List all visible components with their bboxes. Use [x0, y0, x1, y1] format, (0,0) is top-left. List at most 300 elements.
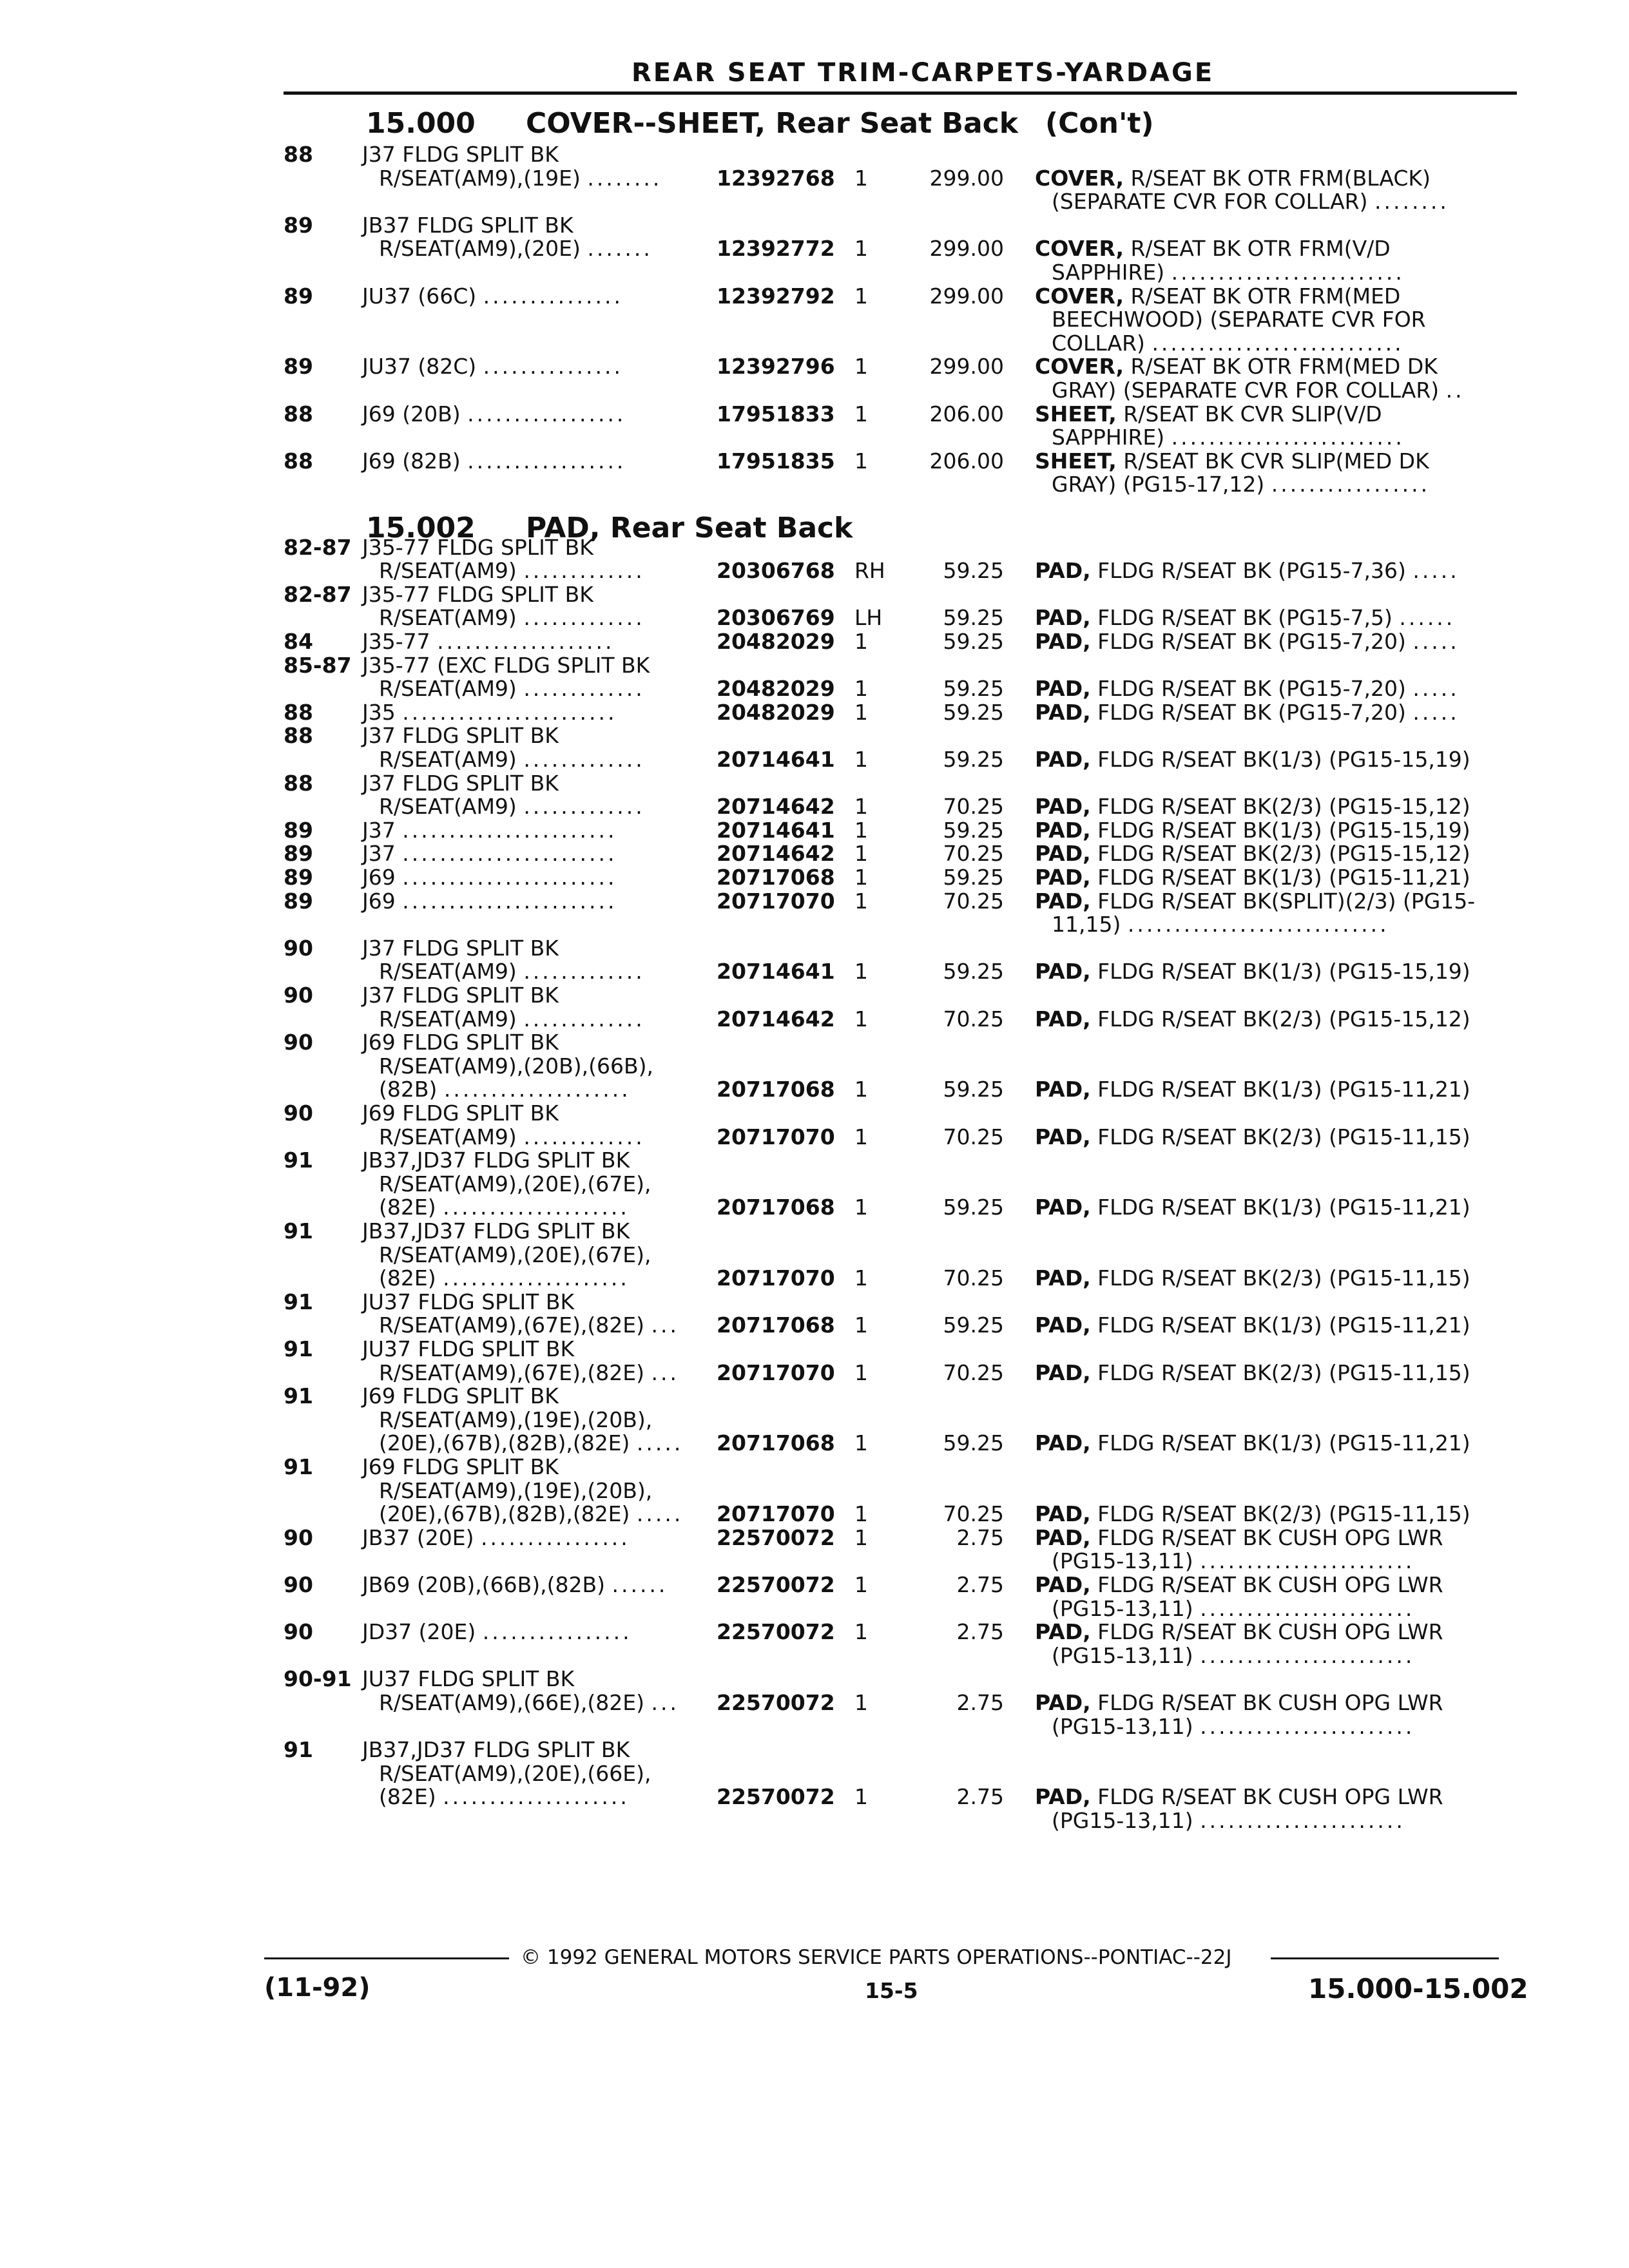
spacer	[1145, 331, 1152, 356]
description-text: FLDG R/SEAT BK(2/3) (PG15-11,15)	[1090, 1265, 1470, 1291]
part-number: 22570072	[717, 1690, 835, 1715]
model-text: JB37,JD37 FLDG SPLIT BK	[362, 1148, 630, 1173]
model-code	[362, 1220, 630, 1243]
description	[1035, 606, 1455, 629]
model-text: J37 FLDG SPLIT BK	[362, 983, 559, 1008]
leader-dots: .........................	[1171, 260, 1405, 285]
description-text: FLDG R/SEAT BK(2/3) (PG15-11,15)	[1090, 1501, 1470, 1526]
price: 70.25	[943, 1265, 1004, 1291]
part-number: 20482029	[717, 676, 835, 701]
description-continuation: 11,15)	[1052, 912, 1121, 937]
description-continuation: (PG15-13,11)	[1052, 1808, 1193, 1833]
description-noun: SHEET,	[1035, 448, 1117, 474]
leader-dots: .............	[523, 747, 645, 772]
section-number: 15.000	[366, 107, 476, 140]
model-text: J35-77 FLDG SPLIT BK	[362, 535, 593, 560]
quantity: 1	[854, 1265, 868, 1291]
model-code	[362, 772, 559, 795]
spacer	[1367, 189, 1374, 214]
model-code	[362, 450, 626, 473]
description-text: FLDG R/SEAT BK(2/3) (PG15-15,12)	[1090, 841, 1470, 866]
description	[1035, 285, 1400, 308]
description-noun: COVER,	[1035, 166, 1124, 191]
leader-dots: ...................	[437, 629, 615, 654]
model-year: 84	[284, 629, 313, 654]
description	[1035, 403, 1382, 426]
model-code	[379, 1762, 651, 1785]
model-text: J69 FLDG SPLIT BK	[362, 1100, 559, 1126]
model-code	[362, 536, 593, 559]
price: 70.25	[943, 1006, 1004, 1032]
quantity: 1	[854, 794, 868, 819]
part-number: 20306769	[717, 605, 835, 630]
description	[1035, 1361, 1470, 1385]
description-text: FLDG R/SEAT BK CUSH OPG LWR	[1090, 1690, 1443, 1715]
description	[1052, 1715, 1414, 1738]
description-noun: PAD,	[1035, 865, 1091, 890]
section-number: 15.002	[366, 512, 476, 544]
model-text: J37 FLDG SPLIT BK	[362, 723, 559, 748]
model-text: (20E),(67B),(82B),(82E)	[379, 1501, 630, 1526]
part-number: 20482029	[717, 629, 835, 654]
model-text: J35	[362, 700, 396, 725]
description-text: FLDG R/SEAT BK(1/3) (PG15-15,19)	[1090, 959, 1470, 984]
spacer	[1193, 1808, 1200, 1833]
model-year: 89	[284, 213, 313, 238]
price: 206.00	[929, 401, 1004, 427]
leader-dots: .............	[523, 605, 645, 630]
model-text: R/SEAT(AM9),(20E),(67E),	[379, 1242, 651, 1267]
part-number: 20717070	[717, 889, 835, 914]
quantity: 1	[854, 354, 868, 379]
description-text: FLDG R/SEAT BK CUSH OPG LWR	[1090, 1784, 1443, 1809]
price: 2.75	[956, 1619, 1004, 1644]
spacer	[581, 166, 588, 191]
description-noun: PAD,	[1035, 1124, 1091, 1149]
spacer	[517, 794, 524, 819]
description-text: FLDG R/SEAT BK(SPLIT)(2/3) (PG15-	[1090, 889, 1476, 914]
quantity: 1	[854, 1784, 868, 1809]
spacer	[396, 889, 403, 914]
leader-dots: ......................	[1200, 1808, 1405, 1833]
description-text: R/SEAT BK CVR SLIP(V/D	[1116, 401, 1382, 427]
description	[1035, 1573, 1443, 1597]
model-text: (82E)	[379, 1195, 436, 1220]
model-text: R/SEAT(AM9),(67E),(82E)	[379, 1360, 644, 1385]
description-noun: PAD,	[1035, 629, 1091, 654]
description-noun: PAD,	[1035, 1572, 1091, 1597]
quantity: 1	[854, 865, 868, 890]
model-text: JB69 (20B),(66B),(82B)	[362, 1572, 605, 1597]
quantity: 1	[854, 236, 868, 261]
description-noun: COVER,	[1035, 354, 1124, 379]
model-code	[379, 960, 645, 983]
model-text: R/SEAT(AM9)	[379, 794, 517, 819]
leader-dots: ................	[480, 1525, 630, 1550]
model-text: JB37 (20E)	[362, 1525, 474, 1550]
part-number: 20714642	[717, 841, 835, 866]
model-code	[362, 654, 650, 677]
spacer	[1193, 1714, 1200, 1739]
model-code	[362, 355, 623, 378]
spacer	[437, 1077, 444, 1102]
price: 59.25	[943, 1077, 1004, 1102]
description-continuation: GRAY) (PG15-17,12)	[1052, 472, 1265, 497]
model-year: 88	[284, 142, 313, 167]
description-text: FLDG R/SEAT BK(2/3) (PG15-11,15)	[1090, 1360, 1470, 1385]
model-text: (82E)	[379, 1265, 436, 1291]
description	[1035, 1432, 1470, 1455]
description	[1035, 355, 1438, 378]
description-noun: PAD,	[1035, 1784, 1091, 1809]
leader-dots: .....	[636, 1501, 684, 1526]
quantity: 1	[854, 1312, 868, 1338]
leader-dots: ........	[1374, 189, 1449, 214]
model-text: R/SEAT(AM9)	[379, 605, 517, 630]
description-noun: PAD,	[1035, 1430, 1091, 1456]
leader-dots: ...	[651, 1360, 679, 1385]
model-code	[379, 1008, 645, 1031]
part-number: 12392796	[717, 354, 835, 379]
description-noun: PAD,	[1035, 700, 1091, 725]
model-code	[379, 1408, 652, 1432]
leader-dots: ..	[1445, 378, 1465, 403]
spacer	[517, 1124, 524, 1149]
leader-dots: .......................	[1200, 1643, 1415, 1668]
model-text: R/SEAT(AM9)	[379, 676, 517, 701]
leader-dots: .............	[523, 676, 645, 701]
model-code	[379, 167, 662, 190]
quantity: RH	[854, 558, 885, 583]
description-text: FLDG R/SEAT BK(1/3) (PG15-15,19)	[1090, 818, 1470, 843]
model-code	[379, 606, 645, 629]
description	[1052, 379, 1465, 402]
spacer	[1393, 605, 1400, 630]
model-year: 90	[284, 1525, 313, 1550]
price: 70.25	[943, 794, 1004, 819]
description-noun: SHEET,	[1035, 401, 1117, 427]
description-noun: PAD,	[1035, 1619, 1091, 1644]
model-code	[362, 1620, 632, 1644]
spacer	[461, 401, 468, 427]
spacer	[1193, 1643, 1200, 1668]
model-text: R/SEAT(AM9)	[379, 1124, 517, 1149]
spacer	[517, 558, 524, 583]
model-text: J69 FLDG SPLIT BK	[362, 1383, 559, 1408]
leader-dots: .....	[1412, 700, 1460, 725]
leader-dots: ...	[651, 1690, 679, 1715]
part-number: 20714641	[717, 747, 835, 772]
leader-dots: ...........................	[1152, 331, 1404, 356]
model-text: JU37 FLDG SPLIT BK	[362, 1336, 575, 1361]
spacer	[1164, 425, 1171, 450]
model-code	[362, 583, 593, 606]
description-continuation: GRAY) (SEPARATE CVR FOR COLLAR)	[1052, 378, 1440, 403]
description-noun: PAD,	[1035, 558, 1091, 583]
model-year: 90-91	[284, 1666, 352, 1691]
description-text: FLDG R/SEAT BK(1/3) (PG15-11,21)	[1090, 1195, 1470, 1220]
model-code	[362, 1526, 630, 1550]
model-text: JU37 (66C)	[362, 284, 477, 309]
description	[1052, 1809, 1405, 1832]
price: 299.00	[929, 284, 1004, 309]
description-continuation: (SEPARATE CVR FOR COLLAR)	[1052, 189, 1368, 214]
description-text: FLDG R/SEAT BK(1/3) (PG15-11,21)	[1090, 1312, 1470, 1338]
spacer	[517, 747, 524, 772]
section-suffix: (Con't)	[1045, 107, 1154, 140]
model-code	[362, 403, 626, 426]
spacer	[476, 1619, 483, 1644]
model-year: 91	[284, 1383, 313, 1408]
description-text: FLDG R/SEAT BK CUSH OPG LWR	[1090, 1619, 1443, 1644]
leader-dots: .............	[523, 1124, 645, 1149]
model-code	[379, 748, 645, 771]
description-text: R/SEAT BK OTR FRM(MED DK	[1124, 354, 1438, 379]
description	[1035, 1620, 1443, 1644]
spacer	[396, 700, 403, 725]
model-year: 88	[284, 771, 313, 796]
description	[1035, 1526, 1443, 1550]
description-continuation: COLLAR)	[1052, 331, 1145, 356]
leader-dots: .....	[1412, 676, 1460, 701]
model-text: R/SEAT(AM9),(20E),(67E),	[379, 1171, 651, 1196]
spacer	[1439, 378, 1446, 403]
spacer	[396, 841, 403, 866]
description-continuation: (PG15-13,11)	[1052, 1643, 1193, 1668]
model-code	[379, 1432, 683, 1455]
leader-dots: .......................	[402, 818, 617, 843]
model-text: JD37 (20E)	[362, 1619, 476, 1644]
leader-dots: ...............	[483, 284, 624, 309]
description-text: R/SEAT BK OTR FRM(BLACK)	[1124, 166, 1431, 191]
spacer	[517, 959, 524, 984]
model-text: J35-77 FLDG SPLIT BK	[362, 582, 593, 607]
description	[1052, 1644, 1414, 1667]
section-name: COVER--SHEET, Rear Seat Back	[526, 107, 1019, 140]
description-text: FLDG R/SEAT BK(1/3) (PG15-15,19)	[1090, 747, 1470, 772]
leader-dots: ............................	[1127, 912, 1389, 937]
leader-dots: .......................	[1200, 1714, 1415, 1739]
model-year: 90	[284, 1100, 313, 1126]
description	[1035, 795, 1470, 818]
model-text: R/SEAT(AM9),(20E),(66E),	[379, 1761, 651, 1786]
price: 59.25	[943, 558, 1004, 583]
model-code	[362, 890, 617, 913]
spacer	[436, 1265, 443, 1291]
part-number: 20717068	[717, 1077, 835, 1102]
part-number: 20714642	[717, 794, 835, 819]
part-number: 20717070	[717, 1360, 835, 1385]
model-code	[362, 819, 617, 842]
description-noun: COVER,	[1035, 236, 1124, 261]
description-text: FLDG R/SEAT BK (PG15-7,5)	[1090, 605, 1393, 630]
quantity: 1	[854, 747, 868, 772]
description-noun: PAD,	[1035, 676, 1091, 701]
quantity: 1	[854, 1195, 868, 1220]
model-year: 90	[284, 1619, 313, 1644]
spacer	[644, 1312, 651, 1338]
quantity: 1	[854, 841, 868, 866]
description	[1052, 473, 1430, 496]
description	[1035, 866, 1470, 889]
quantity: 1	[854, 818, 868, 843]
quantity: 1	[854, 1619, 868, 1644]
leader-dots: .............	[523, 794, 645, 819]
price: 2.75	[956, 1525, 1004, 1550]
spacer	[630, 1430, 637, 1456]
leader-dots: .......................	[1200, 1548, 1415, 1573]
model-code	[362, 1031, 559, 1054]
price: 70.25	[943, 1501, 1004, 1526]
spacer	[1406, 629, 1413, 654]
quantity: 1	[854, 676, 868, 701]
description-text: FLDG R/SEAT BK (PG15-7,20)	[1090, 700, 1406, 725]
model-year: 91	[284, 1218, 313, 1244]
model-code	[379, 795, 645, 818]
spacer	[474, 1525, 481, 1550]
quantity: 1	[854, 959, 868, 984]
leader-dots: ....................	[443, 1077, 631, 1102]
model-code	[379, 1173, 651, 1196]
part-number: 20714641	[717, 818, 835, 843]
description-noun: PAD,	[1035, 1360, 1091, 1385]
leader-dots: .......................	[402, 841, 617, 866]
leader-dots: .............	[523, 558, 645, 583]
model-text: R/SEAT(AM9),(20B),(66B),	[379, 1053, 654, 1079]
description	[1052, 913, 1389, 936]
description	[1035, 559, 1460, 582]
price: 59.25	[943, 629, 1004, 654]
description	[1035, 630, 1460, 653]
model-code	[379, 1126, 645, 1149]
spacer	[396, 865, 403, 890]
leader-dots: .................	[1271, 472, 1431, 497]
description-noun: PAD,	[1035, 1006, 1091, 1032]
description-continuation: (PG15-13,11)	[1052, 1596, 1193, 1621]
price: 59.25	[943, 959, 1004, 984]
title-rule	[284, 91, 1517, 95]
quantity: 1	[854, 1124, 868, 1149]
model-text: JU37 (82C)	[362, 354, 477, 379]
footer-page-number: 15-5	[865, 1978, 918, 2003]
description	[1035, 819, 1470, 842]
leader-dots: .....	[1412, 629, 1460, 654]
section-heading	[366, 107, 1154, 146]
model-year: 90	[284, 1030, 313, 1055]
leader-dots: .......................	[402, 700, 617, 725]
model-text: R/SEAT(AM9),(20E)	[379, 236, 581, 261]
part-number: 22570072	[717, 1525, 835, 1550]
description	[1035, 842, 1470, 865]
spacer	[605, 1572, 612, 1597]
description	[1035, 701, 1460, 724]
spacer	[1406, 558, 1413, 583]
leader-dots: .......................	[402, 865, 617, 890]
spacer	[1193, 1548, 1200, 1573]
quantity: 1	[854, 1077, 868, 1102]
description	[1035, 1314, 1470, 1337]
leader-dots: ....................	[443, 1784, 630, 1809]
part-number: 22570072	[717, 1572, 835, 1597]
description	[1035, 1785, 1443, 1809]
part-number: 20714642	[717, 1006, 835, 1032]
footer-rule-right	[1271, 1957, 1499, 1959]
model-text: R/SEAT(AM9),(66E),(82E)	[379, 1690, 644, 1715]
model-code	[362, 1667, 574, 1691]
quantity: 1	[854, 629, 868, 654]
model-code	[379, 559, 645, 582]
leader-dots: ...	[651, 1312, 679, 1338]
description-text: R/SEAT BK OTR FRM(MED	[1124, 284, 1401, 309]
model-code	[379, 1479, 652, 1503]
model-text: R/SEAT(AM9),(19E),(20B),	[379, 1478, 653, 1503]
leader-dots: .......................	[1200, 1596, 1415, 1621]
spacer	[630, 1501, 637, 1526]
spacer	[461, 448, 468, 474]
model-year: 82-87	[284, 582, 352, 607]
spacer	[1406, 700, 1413, 725]
model-code	[362, 1149, 630, 1172]
description-text: R/SEAT BK OTR FRM(V/D	[1124, 236, 1391, 261]
leader-dots: .......	[587, 236, 653, 261]
description	[1035, 167, 1431, 190]
quantity: 1	[854, 284, 868, 309]
description	[1035, 1503, 1470, 1526]
page-title: REAR SEAT TRIM-CARPETS-YARDAGE	[631, 58, 1215, 88]
part-number: 20717070	[717, 1124, 835, 1149]
model-year: 91	[284, 1336, 313, 1361]
section-name: PAD, Rear Seat Back	[526, 512, 853, 544]
model-year: 91	[284, 1454, 313, 1479]
model-code	[362, 1738, 630, 1762]
spacer	[1406, 676, 1413, 701]
description-noun: PAD,	[1035, 818, 1091, 843]
price: 59.25	[943, 865, 1004, 890]
model-year: 91	[284, 1737, 313, 1762]
description	[1035, 1008, 1470, 1031]
spacer	[476, 284, 483, 309]
model-year: 85-87	[284, 653, 352, 678]
spacer	[1264, 472, 1271, 497]
model-text: J37 FLDG SPLIT BK	[362, 142, 559, 167]
model-year: 88	[284, 700, 313, 725]
quantity: 1	[854, 889, 868, 914]
model-text: J69 (82B)	[362, 448, 461, 474]
description	[1035, 677, 1460, 700]
part-number: 20306768	[717, 558, 835, 583]
description-text: FLDG R/SEAT BK(2/3) (PG15-11,15)	[1090, 1124, 1470, 1149]
model-code	[379, 1503, 683, 1526]
description-text: FLDG R/SEAT BK(1/3) (PG15-11,21)	[1090, 865, 1470, 890]
description-text: FLDG R/SEAT BK (PG15-7,36)	[1090, 558, 1406, 583]
spacer	[644, 1690, 651, 1715]
description-continuation: SAPPHIRE)	[1052, 260, 1165, 285]
model-text: R/SEAT(AM9)	[379, 558, 517, 583]
leader-dots: .................	[467, 401, 626, 427]
model-code	[379, 1691, 679, 1715]
leader-dots: .............	[523, 959, 645, 984]
description	[1052, 261, 1405, 284]
model-text: R/SEAT(AM9)	[379, 959, 517, 984]
model-text: J37	[362, 841, 396, 866]
description-noun: PAD,	[1035, 605, 1091, 630]
model-year: 89	[284, 284, 313, 309]
model-text: R/SEAT(AM9),(19E)	[379, 166, 581, 191]
price: 59.25	[943, 1312, 1004, 1338]
model-text: JB37,JD37 FLDG SPLIT BK	[362, 1218, 630, 1244]
leader-dots: .....	[636, 1430, 684, 1456]
model-code	[379, 1244, 651, 1267]
